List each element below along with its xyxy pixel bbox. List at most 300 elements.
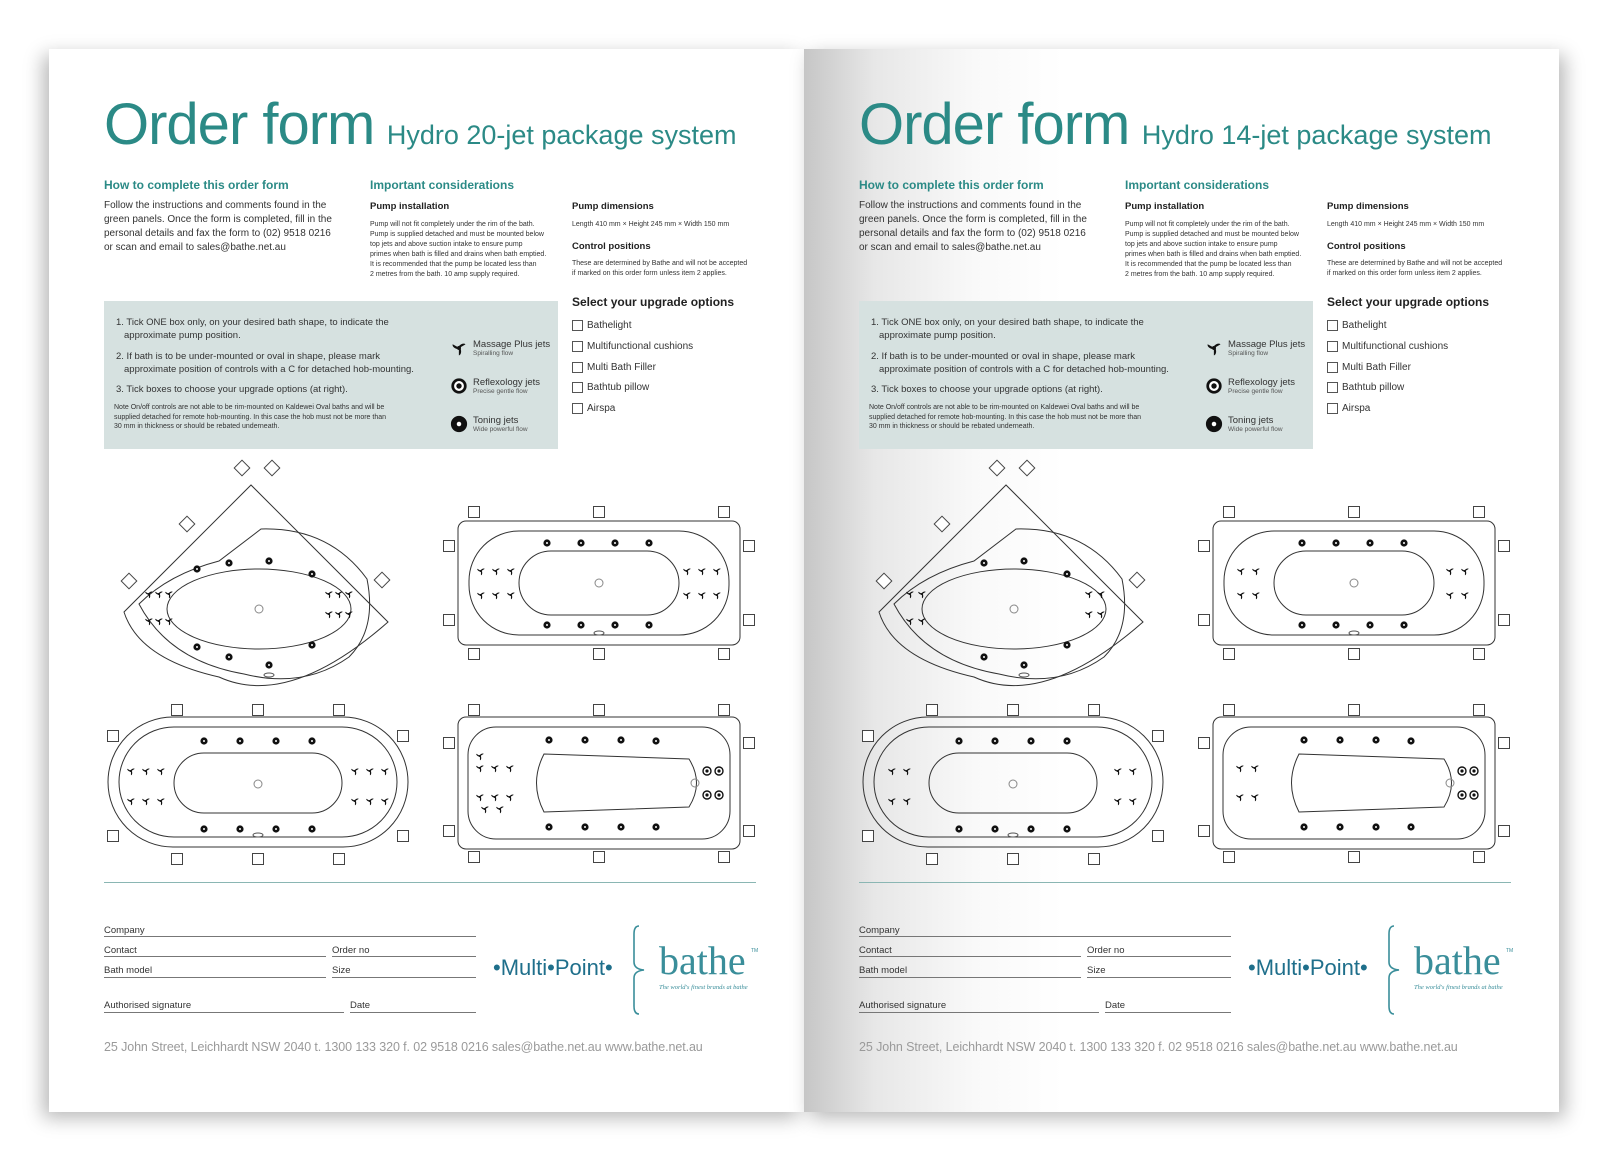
rect-bath-basin xyxy=(1274,551,1434,615)
massage-plus-jet-icon xyxy=(1252,568,1260,576)
pump-position-checkbox[interactable] xyxy=(234,460,250,476)
pump-position-checkbox[interactable] xyxy=(444,826,455,837)
jet-center xyxy=(1403,624,1405,626)
upgrade-checkbox[interactable] xyxy=(1327,341,1338,352)
pump-position-checkbox[interactable] xyxy=(1199,615,1210,626)
signature-field[interactable] xyxy=(104,1012,344,1013)
upgrade-option-airspa[interactable] xyxy=(572,400,615,414)
corner-bath-outline xyxy=(879,485,1143,686)
pump-position-checkbox[interactable] xyxy=(1349,649,1360,660)
massage-plus-jet-icon xyxy=(381,798,389,806)
drain-icon xyxy=(255,605,263,613)
brace-divider xyxy=(1386,924,1412,1016)
company-label: Company xyxy=(859,925,900,936)
multipoint-logo: •Multi•Point• xyxy=(1248,955,1368,980)
corner-bath-basin xyxy=(922,569,1106,649)
section-divider xyxy=(859,882,1511,883)
massage-plus-jet-icon xyxy=(1114,798,1122,806)
pump-installation-heading: Pump installation xyxy=(370,201,450,212)
upgrade-label: Bathtub pillow xyxy=(1342,382,1405,394)
company-field[interactable] xyxy=(104,936,476,937)
pump-dimensions-text: Length 410 mm × Height 245 mm × Width 150 mm xyxy=(572,221,730,228)
massage-plus-jet-icon xyxy=(157,768,165,776)
jet-center xyxy=(655,826,657,828)
pump-position-checkbox[interactable] xyxy=(1019,460,1035,476)
text-line: supplied detached for remote hob-mounting. In this case the hob must not be more than xyxy=(869,413,1141,421)
rect-bath-rim xyxy=(469,531,729,635)
jet-center xyxy=(1375,826,1377,828)
upgrade-options-heading: Select your upgrade options xyxy=(1327,295,1490,309)
pump-position-checkbox[interactable] xyxy=(1499,738,1510,749)
considerations-heading: Important considerations xyxy=(1125,178,1270,192)
oval-bath-outline xyxy=(863,717,1163,847)
jet-center xyxy=(958,740,960,742)
how-to-line: or scan and email to sales@bathe.net.au xyxy=(104,242,286,253)
text-line: These are determined by Bathe and will not be accepted xyxy=(1327,260,1503,267)
considerations-heading: Important considerations xyxy=(370,178,515,192)
pump-dimensions-text: Length 410 mm × Height 245 mm × Width 150 mm xyxy=(1327,221,1485,228)
massage-plus-jet-icon xyxy=(1085,591,1093,599)
pump-position-checkbox[interactable] xyxy=(744,738,755,749)
jet-center xyxy=(203,740,205,742)
footer-contact: 25 John Street, Leichhardt NSW 2040 t. 1300 133 320 f. 02 9518 0216 sales@bathe.net.au www.bathe.net.au xyxy=(104,1040,703,1054)
instructions-panel xyxy=(859,301,1313,449)
page-title-row xyxy=(859,91,1491,158)
jet-desc: Spiralling flow xyxy=(473,350,514,357)
pump-position-checkbox[interactable] xyxy=(744,826,755,837)
massage-plus-jet-icon xyxy=(1129,798,1137,806)
text-line: Note On/off controls are not able to be rim-mounted on Kaldewei Oval baths and will be xyxy=(869,404,1140,411)
pump-position-checkbox[interactable] xyxy=(253,705,264,716)
massage-plus-jet-icon xyxy=(506,765,514,773)
bath-model-field[interactable] xyxy=(104,977,326,978)
control-positions-heading: Control positions xyxy=(1327,241,1406,252)
jet-center xyxy=(1066,573,1068,575)
massage-plus-jet-icon xyxy=(345,591,353,599)
overflow-icon xyxy=(264,673,274,677)
pump-position-checkbox[interactable] xyxy=(469,649,480,660)
pump-position-checkbox[interactable] xyxy=(253,854,264,865)
pump-position-checkbox[interactable] xyxy=(1153,831,1164,842)
pump-installation-text xyxy=(370,220,546,280)
pump-position-checkbox[interactable] xyxy=(594,705,605,716)
order-no-field[interactable] xyxy=(332,956,476,957)
pump-position-checkbox[interactable] xyxy=(334,705,345,716)
jet-center xyxy=(1023,664,1025,666)
upgrade-label: Multi Bath Filler xyxy=(1342,362,1411,374)
pump-position-checkbox[interactable] xyxy=(398,731,409,742)
pump-position-checkbox[interactable] xyxy=(719,852,730,863)
size-field[interactable] xyxy=(332,977,476,978)
how-to-heading: How to complete this order form xyxy=(859,178,1044,192)
massage-plus-jet-icon xyxy=(1237,568,1245,576)
pump-position-checkbox[interactable] xyxy=(1153,731,1164,742)
company-field[interactable] xyxy=(859,936,1231,937)
jet-center xyxy=(1301,542,1303,544)
text-line: primes when bath is filled and drains when bath emptied. xyxy=(370,251,547,258)
massage-plus-jet-icon xyxy=(1251,765,1259,773)
how-to-line: personal details and fax the form to (02) 9518 0216 xyxy=(104,228,331,239)
corner-bath-basin xyxy=(167,569,351,649)
jet-center xyxy=(1339,739,1341,741)
upgrade-checkbox[interactable] xyxy=(1327,382,1338,393)
massage-plus-jet-icon xyxy=(492,568,500,576)
pump-position-checkbox[interactable] xyxy=(469,507,480,518)
massage-plus-jet-icon xyxy=(507,592,515,600)
contact-label: Contact xyxy=(104,945,137,956)
jet-center xyxy=(1410,740,1412,742)
bath-model-field[interactable] xyxy=(859,977,1081,978)
text-line: if marked on this order form unless item 2 applies. xyxy=(1327,270,1482,277)
bathe-logo: bathe xyxy=(659,938,746,983)
jet-name: Massage Plus jets xyxy=(473,339,551,350)
massage-plus-jet-icon xyxy=(507,568,515,576)
contact-field[interactable] xyxy=(859,956,1081,957)
pump-position-checkbox[interactable] xyxy=(172,705,183,716)
upgrade-checkbox[interactable] xyxy=(572,320,583,331)
massage-plus-jet-icon xyxy=(1236,794,1244,802)
pump-position-checkbox[interactable] xyxy=(1008,705,1019,716)
upgrade-option-bath-filler[interactable] xyxy=(572,359,656,373)
instruction-note xyxy=(869,403,1169,432)
pump-position-checkbox[interactable] xyxy=(1474,507,1485,518)
text-line: if marked on this order form unless item 2 applies. xyxy=(572,270,727,277)
jet-center xyxy=(239,828,241,830)
jet-center xyxy=(648,542,650,544)
jet-center xyxy=(546,542,548,544)
instruction-step-2 xyxy=(116,350,436,376)
pump-position-checkbox[interactable] xyxy=(1349,852,1360,863)
jet-desc: Wide powerful flow xyxy=(473,426,528,433)
upgrade-checkbox[interactable] xyxy=(1327,362,1338,373)
text-line: These are determined by Bathe and will not be accepted xyxy=(572,260,748,267)
massage-plus-jet-icon xyxy=(1114,768,1122,776)
pump-position-checkbox[interactable] xyxy=(469,852,480,863)
massage-plus-jet-icon xyxy=(1461,592,1469,600)
massage-plus-jet-icon xyxy=(698,568,706,576)
upgrade-option-pillow[interactable] xyxy=(1327,379,1404,393)
end-bath-basin xyxy=(537,754,697,812)
jet-center xyxy=(584,739,586,741)
pump-position-checkbox[interactable] xyxy=(1199,541,1210,552)
jet-center xyxy=(705,793,708,796)
jet-center xyxy=(1066,828,1068,830)
end-bath-outline xyxy=(1213,717,1495,849)
massage-plus-jet-icon xyxy=(481,806,489,814)
pump-position-checkbox[interactable] xyxy=(1199,826,1210,837)
jet-center xyxy=(1301,624,1303,626)
jet-center xyxy=(311,740,313,742)
control-positions-text xyxy=(1327,259,1502,279)
toning-jet-icon xyxy=(1205,415,1223,433)
massage-plus-jet-icon xyxy=(127,798,135,806)
jet-center xyxy=(1030,740,1032,742)
pump-position-checkbox[interactable] xyxy=(444,738,455,749)
signature-field[interactable] xyxy=(859,1012,1099,1013)
pump-position-checkbox[interactable] xyxy=(1224,705,1235,716)
reflexology-jet-icon xyxy=(450,377,468,395)
text-line: 2. If bath is to be under-mounted or oval in shape, please mark xyxy=(871,351,1136,362)
massage-plus-jet-icon xyxy=(491,765,499,773)
pump-position-checkbox[interactable] xyxy=(172,854,183,865)
upgrade-option-bath-filler[interactable] xyxy=(1327,359,1411,373)
jet-center xyxy=(983,562,985,564)
pump-position-checkbox[interactable] xyxy=(108,731,119,742)
jet-center xyxy=(239,740,241,742)
pump-position-checkbox[interactable] xyxy=(927,705,938,716)
pump-position-checkbox[interactable] xyxy=(744,541,755,552)
upgrade-label: Bathelight xyxy=(587,320,632,332)
upgrade-option-bathelight[interactable] xyxy=(1327,317,1386,331)
massage-plus-jet-icon xyxy=(903,768,911,776)
pump-position-checkbox[interactable] xyxy=(863,731,874,742)
text-line: It is recommended that the pump be located less than xyxy=(370,261,537,268)
massage-plus-jet-icon xyxy=(155,591,163,599)
pump-position-checkbox[interactable] xyxy=(1089,705,1100,716)
pump-position-checkbox[interactable] xyxy=(594,649,605,660)
massage-plus-jet-icon xyxy=(325,591,333,599)
upgrade-checkbox[interactable] xyxy=(572,403,583,414)
jet-center xyxy=(1460,769,1463,772)
rect-bath-outline xyxy=(1213,521,1495,645)
pump-position-checkbox[interactable] xyxy=(719,649,730,660)
text-line: primes when bath is filled and drains when bath emptied. xyxy=(1125,251,1302,258)
pump-position-checkbox[interactable] xyxy=(1224,852,1235,863)
text-line: 2 metres from the bath. 10 amp supply required. xyxy=(370,271,520,278)
massage-plus-jet-icon xyxy=(1097,611,1105,619)
multipoint-logo: •Multi•Point• xyxy=(493,955,613,980)
how-to-line: personal details and fax the form to (02) 9518 0216 xyxy=(859,228,1086,239)
jet-center xyxy=(614,624,616,626)
massage-plus-jet-icon xyxy=(713,568,721,576)
pump-position-checkbox[interactable] xyxy=(444,541,455,552)
upgrade-label: Airspa xyxy=(587,403,616,415)
massage-plus-jet-icon xyxy=(492,592,500,600)
jet-center xyxy=(1066,740,1068,742)
corner-bath-rim xyxy=(139,529,370,679)
massage-plus-jet-icon xyxy=(477,592,485,600)
page-title: Order form xyxy=(859,92,1130,157)
bath-diagrams xyxy=(49,449,804,869)
pump-position-checkbox[interactable] xyxy=(444,615,455,626)
pump-position-checkbox[interactable] xyxy=(1349,705,1360,716)
pump-position-checkbox[interactable] xyxy=(876,573,892,589)
how-to-line: Follow the instructions and comments found in the xyxy=(104,200,327,211)
pump-position-checkbox[interactable] xyxy=(108,831,119,842)
upgrade-option-cushions[interactable] xyxy=(1327,338,1448,352)
upgrade-checkbox[interactable] xyxy=(572,341,583,352)
pump-position-checkbox[interactable] xyxy=(927,854,938,865)
overflow-icon xyxy=(1019,673,1029,677)
massage-plus-jet-icon xyxy=(1251,794,1259,802)
end-bath-basin xyxy=(1292,754,1452,812)
jet-name: Massage Plus jets xyxy=(1228,339,1306,350)
upgrade-option-airspa[interactable] xyxy=(1327,400,1370,414)
instruction-step-3: 3. Tick boxes to choose your upgrade options (at right). xyxy=(871,384,1103,395)
pump-position-checkbox[interactable] xyxy=(1474,852,1485,863)
upgrade-label: Airspa xyxy=(1342,403,1371,415)
jet-name: Toning jets xyxy=(1228,415,1274,426)
oval-bath-outline xyxy=(108,717,408,847)
jet-center xyxy=(1472,793,1475,796)
jet-center xyxy=(717,769,720,772)
jet-center xyxy=(1403,542,1405,544)
massage-plus-jet-icon xyxy=(683,568,691,576)
rect-bath-rim xyxy=(1224,531,1484,635)
pump-position-checkbox[interactable] xyxy=(719,705,730,716)
overflow-icon xyxy=(1008,833,1018,837)
drain-icon xyxy=(1009,780,1017,788)
how-to-line: Follow the instructions and comments found in the xyxy=(859,200,1082,211)
pump-position-checkbox[interactable] xyxy=(934,516,950,532)
jet-center xyxy=(655,740,657,742)
text-line: top jets and above suction intake to ensure pump xyxy=(1125,241,1278,248)
upgrade-label: Bathtub pillow xyxy=(587,382,650,394)
text-line: Pump is supplied detached and must be mounted below xyxy=(370,231,544,238)
text-line: 2 metres from the bath. 10 amp supply required. xyxy=(1125,271,1275,278)
upgrade-label: Multifunctional cushions xyxy=(587,341,694,353)
pump-position-checkbox[interactable] xyxy=(1499,615,1510,626)
drain-icon xyxy=(691,779,699,787)
massage-plus-jet-icon xyxy=(918,618,926,626)
text-line: 1. Tick ONE box only, on your desired bath shape, to indicate the xyxy=(871,317,1144,328)
massage-plus-jet-icon xyxy=(1205,339,1223,357)
massage-plus-jet-icon xyxy=(491,794,499,802)
jet-center xyxy=(705,769,708,772)
pump-position-checkbox[interactable] xyxy=(1499,541,1510,552)
upgrade-option-pillow[interactable] xyxy=(572,379,649,393)
pump-position-checkbox[interactable] xyxy=(264,460,280,476)
jet-center xyxy=(994,828,996,830)
date-field[interactable] xyxy=(350,1012,476,1013)
upgrade-checkbox[interactable] xyxy=(572,382,583,393)
pump-position-checkbox[interactable] xyxy=(744,615,755,626)
upgrade-checkbox[interactable] xyxy=(1327,320,1338,331)
jet-center xyxy=(196,646,198,648)
pump-position-checkbox[interactable] xyxy=(1129,572,1145,588)
page-subtitle: Hydro 20-jet package system xyxy=(386,120,737,150)
corner-bath-rim xyxy=(894,529,1125,679)
jet-center xyxy=(203,828,205,830)
rect-bath-outline xyxy=(458,521,740,645)
massage-plus-jet-icon xyxy=(476,765,484,773)
jet-center xyxy=(1410,826,1412,828)
end-bath-outline xyxy=(458,717,740,849)
drain-icon xyxy=(1010,605,1018,613)
instruction-step-1 xyxy=(116,316,416,342)
pump-position-checkbox[interactable] xyxy=(1499,826,1510,837)
jet-center xyxy=(275,828,277,830)
bath-model-label: Bath model xyxy=(859,965,908,976)
instruction-step-1 xyxy=(871,316,1171,342)
pump-position-checkbox[interactable] xyxy=(1199,738,1210,749)
massage-plus-jet-icon xyxy=(335,611,343,619)
jet-center xyxy=(228,562,230,564)
size-field[interactable] xyxy=(1087,977,1231,978)
upgrade-checkbox[interactable] xyxy=(572,362,583,373)
jet-center xyxy=(268,560,270,562)
pump-position-checkbox[interactable] xyxy=(334,854,345,865)
massage-plus-jet-icon xyxy=(1252,592,1260,600)
pump-position-checkbox[interactable] xyxy=(989,460,1005,476)
bathe-logo: bathe xyxy=(1414,938,1501,983)
pump-position-checkbox[interactable] xyxy=(594,507,605,518)
massage-plus-jet-icon xyxy=(165,591,173,599)
section-divider xyxy=(104,882,756,883)
text-line: approximate pump position. xyxy=(879,330,996,341)
pump-position-checkbox[interactable] xyxy=(179,516,195,532)
bathe-tagline: The world's finest brands at bathe xyxy=(659,984,748,991)
massage-plus-jet-icon xyxy=(1461,568,1469,576)
oval-bath-basin xyxy=(174,753,342,813)
control-positions-text xyxy=(572,259,747,279)
upgrade-option-cushions[interactable] xyxy=(572,338,693,352)
date-label: Date xyxy=(350,1000,371,1011)
pump-position-checkbox[interactable] xyxy=(121,573,137,589)
page-title: Order form xyxy=(104,92,375,157)
massage-plus-jet-icon xyxy=(888,798,896,806)
pump-installation-heading: Pump installation xyxy=(1125,201,1205,212)
text-line: 2. If bath is to be under-mounted or oval in shape, please mark xyxy=(116,351,381,362)
order-no-label: Order no xyxy=(332,945,370,956)
jet-center xyxy=(648,624,650,626)
drain-icon xyxy=(1350,579,1358,587)
pump-position-checkbox[interactable] xyxy=(1008,854,1019,865)
pump-position-checkbox[interactable] xyxy=(719,507,730,518)
massage-plus-jet-icon xyxy=(477,568,485,576)
pump-position-checkbox[interactable] xyxy=(1224,649,1235,660)
contact-field[interactable] xyxy=(104,956,326,957)
pump-position-checkbox[interactable] xyxy=(374,572,390,588)
pump-position-checkbox[interactable] xyxy=(1474,705,1485,716)
bath-diagrams xyxy=(804,449,1559,869)
pump-position-checkbox[interactable] xyxy=(398,831,409,842)
upgrade-checkbox[interactable] xyxy=(1327,403,1338,414)
pump-position-checkbox[interactable] xyxy=(1089,854,1100,865)
text-line: Pump will not fit completely under the rim of the bath. xyxy=(370,221,535,228)
upgrade-label: Multifunctional cushions xyxy=(1342,341,1449,353)
text-line: supplied detached for remote hob-mounting. In this case the hob must not be more than xyxy=(114,413,386,421)
jet-desc: Precise gentle flow xyxy=(473,388,528,395)
instructions-panel xyxy=(104,301,558,449)
toning-jet-icon xyxy=(450,415,468,433)
date-field[interactable] xyxy=(1105,1012,1231,1013)
how-to-text xyxy=(104,199,332,255)
pump-position-checkbox[interactable] xyxy=(1474,649,1485,660)
text-line: 1. Tick ONE box only, on your desired bath shape, to indicate the xyxy=(116,317,389,328)
massage-plus-jet-icon xyxy=(325,611,333,619)
order-no-field[interactable] xyxy=(1087,956,1231,957)
bath-model-label: Bath model xyxy=(104,965,153,976)
text-line: Pump is supplied detached and must be mounted below xyxy=(1125,231,1299,238)
how-to-line: green panels. Once the form is completed, fill in the xyxy=(859,214,1087,225)
rect-bath-basin xyxy=(519,551,679,615)
pump-position-checkbox[interactable] xyxy=(469,705,480,716)
pump-position-checkbox[interactable] xyxy=(1349,507,1360,518)
pump-position-checkbox[interactable] xyxy=(1224,507,1235,518)
jet-center xyxy=(1339,826,1341,828)
massage-plus-jet-icon xyxy=(476,753,484,761)
massage-plus-jet-icon xyxy=(506,794,514,802)
pump-position-checkbox[interactable] xyxy=(863,831,874,842)
jet-center xyxy=(584,826,586,828)
jet-center xyxy=(580,624,582,626)
jet-center xyxy=(620,826,622,828)
massage-plus-jet-icon xyxy=(683,592,691,600)
pump-position-checkbox[interactable] xyxy=(594,852,605,863)
jet-center xyxy=(1066,644,1068,646)
upgrade-option-bathelight[interactable] xyxy=(572,317,631,331)
